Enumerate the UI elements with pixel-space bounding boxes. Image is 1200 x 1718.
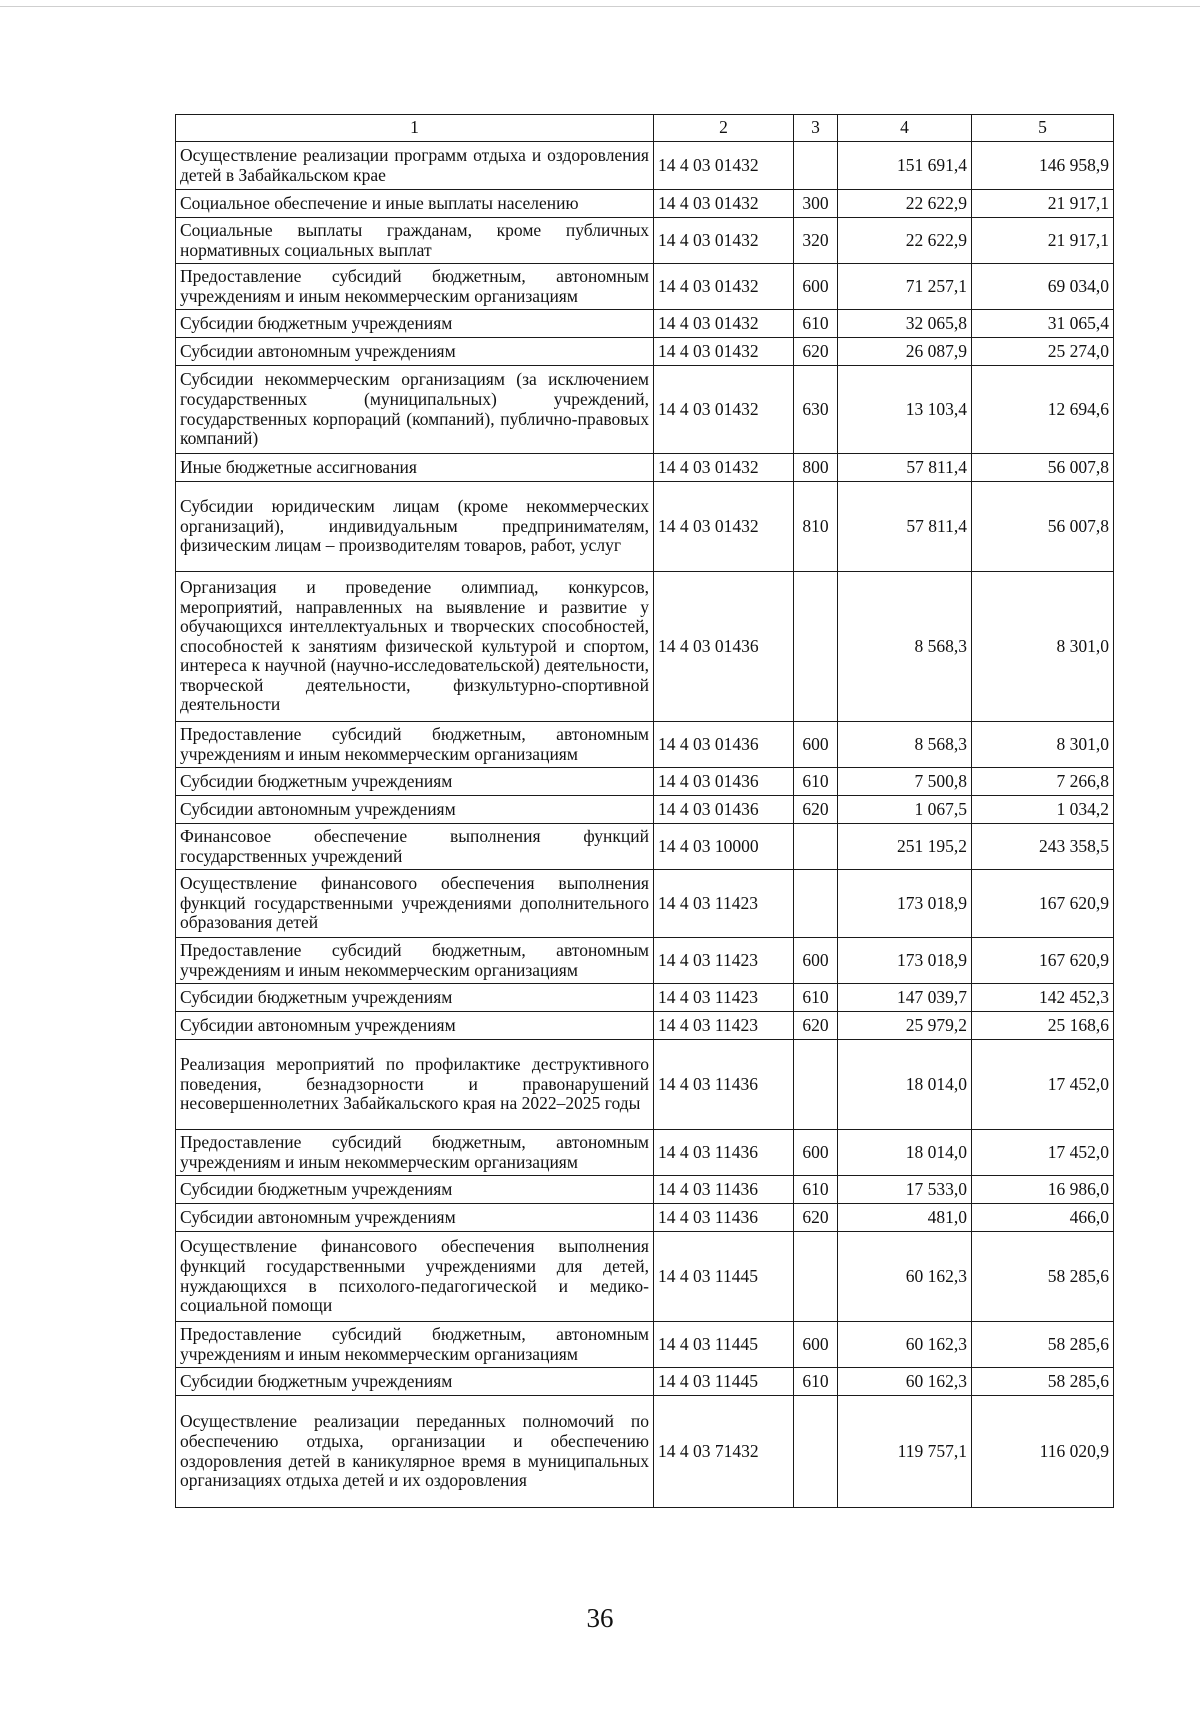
cell-value-col5: 243 358,5 [972,824,1114,870]
table-header-row [176,115,1114,142]
header-col-1: 1 [176,115,654,142]
scan-edge-line [0,6,1200,7]
cell-expense-type: 600 [794,1130,838,1176]
cell-name: Субсидии автономным учреждениям [176,1012,654,1040]
cell-expense-type: 600 [794,938,838,984]
cell-name: Организация и проведение олимпиад, конкурсов, мероприятий, направленных на выявление и развитие у обучающихся интеллектуальных и творческих способностей, способностей к занятиям физической культурой и спортом, интереса к научной (научно-исследовательской) деятельности, творческой деятельности, физкультурно-спортивной деятельности [176,572,654,722]
cell-expense-type: 610 [794,1368,838,1396]
cell-value-col4: 22 622,9 [838,218,972,264]
cell-value-col4: 26 087,9 [838,338,972,366]
cell-code: 14 4 03 01436 [654,768,794,796]
cell-value-col4: 71 257,1 [838,264,972,310]
header-col-5: 5 [972,115,1114,142]
cell-expense-type: 600 [794,1322,838,1368]
cell-code: 14 4 03 11436 [654,1204,794,1232]
cell-value-col5: 167 620,9 [972,938,1114,984]
cell-name: Субсидии бюджетным учреждениям [176,1368,654,1396]
cell-value-col5: 1 034,2 [972,796,1114,824]
cell-value-col4: 173 018,9 [838,870,972,938]
cell-code: 14 4 03 11423 [654,984,794,1012]
cell-value-col5: 21 917,1 [972,190,1114,218]
table-row [176,722,1114,768]
table-row [176,824,1114,870]
cell-value-col5: 69 034,0 [972,264,1114,310]
cell-code: 14 4 03 10000 [654,824,794,870]
cell-value-col5: 8 301,0 [972,572,1114,722]
table-row [176,366,1114,454]
cell-value-col4: 18 014,0 [838,1130,972,1176]
cell-value-col4: 32 065,8 [838,310,972,338]
table-row [176,1012,1114,1040]
cell-code: 14 4 03 01436 [654,722,794,768]
cell-value-col5: 25 168,6 [972,1012,1114,1040]
cell-value-col4: 17 533,0 [838,1176,972,1204]
cell-expense-type [794,824,838,870]
budget-table [175,114,1114,1508]
cell-name: Субсидии автономным учреждениям [176,338,654,366]
cell-name: Субсидии бюджетным учреждениям [176,310,654,338]
cell-value-col5: 25 274,0 [972,338,1114,366]
cell-name: Предоставление субсидий бюджетным, автономным учреждениям и иным некоммерческим организациям [176,722,654,768]
cell-code: 14 4 03 01432 [654,218,794,264]
cell-expense-type [794,1040,838,1130]
cell-expense-type: 800 [794,454,838,482]
cell-expense-type: 620 [794,338,838,366]
cell-code: 14 4 03 01432 [654,366,794,454]
cell-expense-type: 610 [794,768,838,796]
cell-value-col4: 7 500,8 [838,768,972,796]
cell-value-col4: 481,0 [838,1204,972,1232]
cell-expense-type: 610 [794,1176,838,1204]
cell-value-col5: 17 452,0 [972,1040,1114,1130]
table-row [176,1396,1114,1508]
table-row [176,142,1114,190]
cell-name: Субсидии бюджетным учреждениям [176,768,654,796]
cell-code: 14 4 03 01432 [654,338,794,366]
cell-expense-type [794,870,838,938]
cell-code: 14 4 03 11423 [654,938,794,984]
cell-value-col4: 25 979,2 [838,1012,972,1040]
cell-expense-type: 620 [794,1012,838,1040]
cell-code: 14 4 03 01432 [654,142,794,190]
cell-value-col5: 58 285,6 [972,1368,1114,1396]
cell-name: Субсидии некоммерческим организациям (за исключением государственных (муниципальных) учреждений, государственных корпораций (компаний), публично-правовых компаний) [176,366,654,454]
cell-code: 14 4 03 11423 [654,870,794,938]
cell-code: 14 4 03 01432 [654,310,794,338]
cell-expense-type [794,1396,838,1508]
table-row [176,796,1114,824]
cell-code: 14 4 03 11423 [654,1012,794,1040]
cell-name: Иные бюджетные ассигнования [176,454,654,482]
cell-code: 14 4 03 11445 [654,1322,794,1368]
cell-value-col5: 167 620,9 [972,870,1114,938]
cell-value-col4: 60 162,3 [838,1232,972,1322]
table-row [176,338,1114,366]
table-body [176,142,1114,1508]
cell-value-col5: 466,0 [972,1204,1114,1232]
table-row [176,938,1114,984]
cell-value-col4: 1 067,5 [838,796,972,824]
cell-code: 14 4 03 11445 [654,1368,794,1396]
cell-code: 14 4 03 11436 [654,1130,794,1176]
cell-value-col4: 57 811,4 [838,482,972,572]
cell-code: 14 4 03 11445 [654,1232,794,1322]
cell-name: Субсидии бюджетным учреждениям [176,1176,654,1204]
cell-value-col4: 57 811,4 [838,454,972,482]
cell-code: 14 4 03 01432 [654,454,794,482]
cell-name: Субсидии автономным учреждениям [176,1204,654,1232]
cell-name: Осуществление реализации переданных полномочий по обеспечению отдыха, организации и обеспечению оздоровления детей в каникулярное время в муниципальных организациях отдыха детей и их оздоровления [176,1396,654,1508]
cell-value-col4: 8 568,3 [838,572,972,722]
table-row [176,870,1114,938]
cell-value-col5: 17 452,0 [972,1130,1114,1176]
table-row [176,190,1114,218]
cell-name: Предоставление субсидий бюджетным, автономным учреждениям и иным некоммерческим организациям [176,938,654,984]
cell-expense-type: 610 [794,310,838,338]
cell-value-col4: 151 691,4 [838,142,972,190]
cell-name: Предоставление субсидий бюджетным, автономным учреждениям и иным некоммерческим организациям [176,1322,654,1368]
cell-name: Субсидии юридическим лицам (кроме некоммерческих организаций), индивидуальным предпринимателям, физическим лицам – производителям товаров, работ, услуг [176,482,654,572]
cell-value-col5: 7 266,8 [972,768,1114,796]
cell-expense-type: 630 [794,366,838,454]
cell-name: Социальное обеспечение и иные выплаты населению [176,190,654,218]
table-row [176,1368,1114,1396]
cell-code: 14 4 03 01432 [654,264,794,310]
cell-value-col4: 147 039,7 [838,984,972,1012]
cell-expense-type [794,1232,838,1322]
cell-expense-type: 600 [794,264,838,310]
table-row [176,984,1114,1012]
cell-code: 14 4 03 11436 [654,1176,794,1204]
cell-name: Предоставление субсидий бюджетным, автономным учреждениям и иным некоммерческим организациям [176,1130,654,1176]
cell-value-col5: 31 065,4 [972,310,1114,338]
cell-value-col4: 22 622,9 [838,190,972,218]
cell-value-col5: 58 285,6 [972,1232,1114,1322]
cell-expense-type [794,142,838,190]
cell-name: Осуществление реализации программ отдыха и оздоровления детей в Забайкальском крае [176,142,654,190]
cell-name: Субсидии автономным учреждениям [176,796,654,824]
cell-code: 14 4 03 01436 [654,572,794,722]
cell-code: 14 4 03 01436 [654,796,794,824]
cell-value-col5: 142 452,3 [972,984,1114,1012]
cell-expense-type: 620 [794,1204,838,1232]
cell-value-col5: 21 917,1 [972,218,1114,264]
cell-name: Предоставление субсидий бюджетным, автономным учреждениям и иным некоммерческим организациям [176,264,654,310]
cell-expense-type: 600 [794,722,838,768]
cell-value-col5: 8 301,0 [972,722,1114,768]
cell-code: 14 4 03 71432 [654,1396,794,1508]
cell-value-col4: 119 757,1 [838,1396,972,1508]
cell-expense-type: 620 [794,796,838,824]
cell-value-col5: 58 285,6 [972,1322,1114,1368]
cell-expense-type: 610 [794,984,838,1012]
table-row [176,218,1114,264]
cell-value-col4: 13 103,4 [838,366,972,454]
cell-name: Осуществление финансового обеспечения выполнения функций государственными учреждениями для детей, нуждающихся в психолого-педагогической и медико-социальной помощи [176,1232,654,1322]
cell-name: Социальные выплаты гражданам, кроме публичных нормативных социальных выплат [176,218,654,264]
cell-value-col4: 18 014,0 [838,1040,972,1130]
header-col-2: 2 [654,115,794,142]
table-row [176,1176,1114,1204]
page-number: 36 [586,1603,614,1633]
cell-value-col5: 56 007,8 [972,454,1114,482]
table-row [176,1130,1114,1176]
cell-value-col4: 60 162,3 [838,1322,972,1368]
cell-code: 14 4 03 11436 [654,1040,794,1130]
cell-value-col4: 60 162,3 [838,1368,972,1396]
cell-value-col5: 12 694,6 [972,366,1114,454]
table-row [176,1040,1114,1130]
table-row [176,264,1114,310]
cell-expense-type [794,572,838,722]
table-row [176,454,1114,482]
table-row [176,572,1114,722]
table-row [176,482,1114,572]
cell-value-col4: 251 195,2 [838,824,972,870]
cell-expense-type: 810 [794,482,838,572]
cell-value-col5: 146 958,9 [972,142,1114,190]
table-row [176,768,1114,796]
table-row [176,1232,1114,1322]
table-row [176,1322,1114,1368]
table-row [176,310,1114,338]
cell-value-col4: 173 018,9 [838,938,972,984]
header-col-4: 4 [838,115,972,142]
header-col-3: 3 [794,115,838,142]
cell-name: Субсидии бюджетным учреждениям [176,984,654,1012]
cell-value-col4: 8 568,3 [838,722,972,768]
cell-value-col5: 16 986,0 [972,1176,1114,1204]
cell-name: Осуществление финансового обеспечения выполнения функций государственными учреждениями дополнительного образования детей [176,870,654,938]
cell-code: 14 4 03 01432 [654,190,794,218]
cell-value-col5: 116 020,9 [972,1396,1114,1508]
table-row [176,1204,1114,1232]
cell-expense-type: 300 [794,190,838,218]
cell-expense-type: 320 [794,218,838,264]
cell-name: Реализация мероприятий по профилактике деструктивного поведения, безнадзорности и правонарушений несовершеннолетних Забайкальского края на 2022–2025 годы [176,1040,654,1130]
cell-value-col5: 56 007,8 [972,482,1114,572]
cell-code: 14 4 03 01432 [654,482,794,572]
cell-name: Финансовое обеспечение выполнения функций государственных учреждений [176,824,654,870]
